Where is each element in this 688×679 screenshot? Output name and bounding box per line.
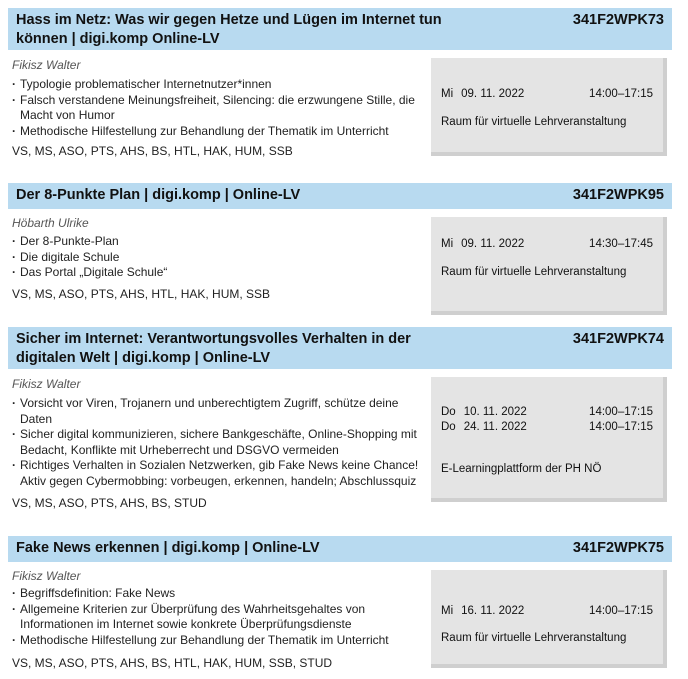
- time-range: 14:00–17:15: [589, 406, 653, 418]
- date: 09. 11. 2022: [461, 88, 525, 100]
- schedule-date-row: [441, 238, 653, 250]
- weekday: Do: [441, 406, 456, 418]
- course-block: [8, 183, 672, 301]
- date: 24. 11. 2022: [463, 421, 527, 433]
- schedule-date-row: [441, 406, 653, 418]
- trainer-name: Höbarth Ulrike: [12, 216, 89, 230]
- date: 10. 11. 2022: [463, 406, 527, 418]
- course-block: [8, 8, 672, 158]
- schedule-box: [431, 377, 667, 502]
- schedule-date-row: [441, 605, 653, 617]
- course-title: Der 8-Punkte Plan | digi.komp | Online-LV: [16, 187, 301, 203]
- target-audience: VS, MS, ASO, PTS, AHS, HTL, HAK, HUM, SSB: [12, 287, 271, 301]
- schedule-box: [431, 217, 667, 315]
- topic-item: · Methodische Hilfestellung zur Behandlung der Thematik im Unterricht: [12, 633, 422, 649]
- time-range: 14:00–17:15: [589, 88, 653, 100]
- target-audience: VS, MS, ASO, PTS, AHS, BS, HTL, HAK, HUM, SSB: [12, 144, 293, 158]
- date: 09. 11. 2022: [461, 238, 525, 250]
- topic-item: · Die digitale Schule: [12, 250, 422, 266]
- topic-item: · Das Portal „Digitale Schule“: [12, 265, 422, 281]
- topic-list: [12, 234, 422, 281]
- topic-item: · Falsch verstandene Meinungsfreiheit, Silencing: die erzwungene Stille, die Macht von Humor: [12, 93, 422, 124]
- course-title: Sicher im Internet: Verantwortungsvolles Verhalten in der digitalen Welt | digi.komp | Online-LV: [16, 331, 411, 366]
- topic-list: [12, 396, 422, 489]
- topic-list: [12, 77, 422, 139]
- time-range: 14:00–17:15: [589, 421, 653, 433]
- weekday: Mi: [441, 238, 454, 250]
- topic-list: [12, 586, 422, 648]
- topic-item: · Typologie problematischer Internetnutzer*innen: [12, 77, 422, 93]
- weekday: Mi: [441, 88, 454, 100]
- course-block: [8, 536, 672, 670]
- schedule-date-row: [441, 421, 653, 433]
- course-code: 341F2WPK95: [572, 187, 664, 203]
- course-header: [8, 183, 672, 209]
- topic-item: · Begriffsdefinition: Fake News: [12, 586, 422, 602]
- location: Raum für virtuelle Lehrveranstaltung: [441, 266, 627, 278]
- course-title: Fake News erkennen | digi.komp | Online-LV: [16, 540, 320, 556]
- course-block: [8, 327, 672, 510]
- weekday: Mi: [441, 605, 454, 617]
- location: Raum für virtuelle Lehrveranstaltung: [441, 632, 627, 644]
- trainer-name: Fikisz Walter: [12, 377, 81, 391]
- target-audience: VS, MS, ASO, PTS, AHS, BS, HTL, HAK, HUM, SSB, STUD: [12, 656, 333, 670]
- schedule-date-row: [441, 88, 653, 100]
- topic-item: · Richtiges Verhalten in Sozialen Netzwerken, gib Fake News keine Chance! Aktiv gegen Cybermobbing: vorbeugen, erkennen, handeln; Abschlussquiz: [12, 458, 422, 489]
- course-header: [8, 327, 672, 369]
- trainer-name: Fikisz Walter: [12, 569, 81, 583]
- course-header: [8, 8, 672, 50]
- schedule-box: [431, 570, 667, 668]
- target-audience: VS, MS, ASO, PTS, AHS, BS, STUD: [12, 496, 207, 510]
- time-range: 14:30–17:45: [589, 238, 653, 250]
- course-header: [8, 536, 672, 562]
- time-range: 14:00–17:15: [589, 605, 653, 617]
- weekday: Do: [441, 421, 456, 433]
- course-code: 341F2WPK74: [572, 331, 664, 347]
- schedule-box: [431, 58, 667, 156]
- location: Raum für virtuelle Lehrveranstaltung: [441, 116, 627, 128]
- course-code: 341F2WPK75: [572, 540, 664, 556]
- topic-item: · Der 8-Punkte-Plan: [12, 234, 422, 250]
- topic-item: · Allgemeine Kriterien zur Überprüfung des Wahrheitsgehaltes von Informationen im Internet sowie konkrete Überprüfungsdienste: [12, 602, 422, 633]
- date: 16. 11. 2022: [461, 605, 525, 617]
- topic-item: · Sicher digital kommunizieren, sichere Bankgeschäfte, Online-Shopping mit Bedacht, Konflikte mit Urheberrecht und DSGVO vermeiden: [12, 427, 422, 458]
- course-title: Hass im Netz: Was wir gegen Hetze und Lügen im Internet tun können | digi.komp Online-LV: [16, 12, 442, 47]
- course-code: 341F2WPK73: [572, 12, 664, 28]
- topic-item: · Vorsicht vor Viren, Trojanern und unberechtigtem Zugriff, schütze deine Daten: [12, 396, 422, 427]
- location: E-Learningplattform der PH NÖ: [441, 463, 602, 475]
- trainer-name: Fikisz Walter: [12, 58, 81, 72]
- topic-item: · Methodische Hilfestellung zur Behandlung der Thematik im Unterricht: [12, 124, 422, 140]
